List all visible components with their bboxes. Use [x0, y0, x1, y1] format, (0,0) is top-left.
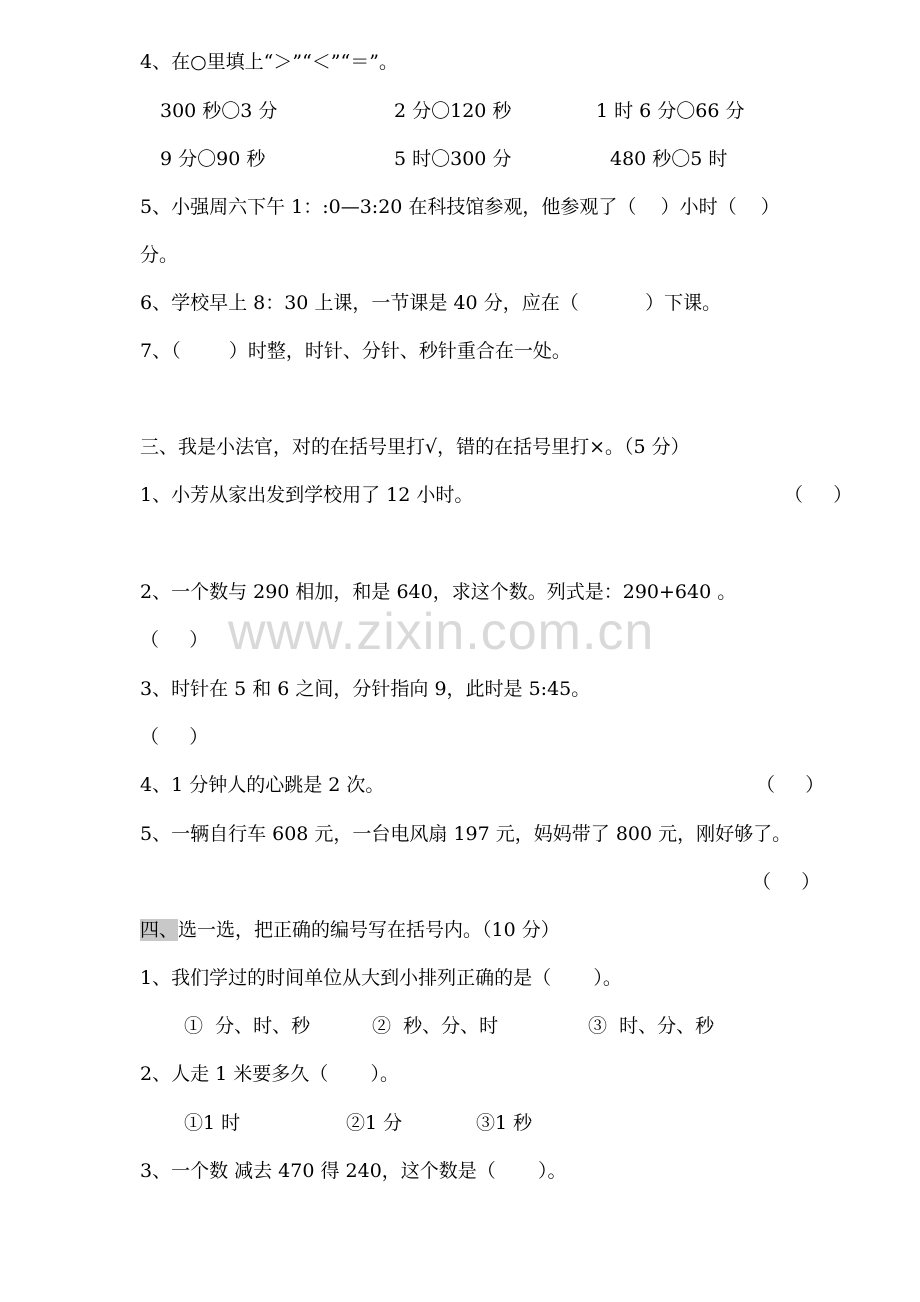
section-3-heading: 三、我是小法官，对的在括号里打√，错的在括号里打×。（5 分）	[140, 436, 690, 458]
question-3-4: 4、1 分钟人的心跳是 2 次。	[140, 774, 385, 796]
question-2-5-line2: 分。	[140, 244, 179, 266]
question-3-5: 5、一辆自行车 608 元，一台电风扇 197 元，妈妈带了 800 元，刚好够了。	[140, 823, 792, 845]
option-4-2-b: ②1 分	[346, 1112, 403, 1134]
section-4-heading	[140, 918, 560, 942]
question-4-3: 3、一个数 减去 470 得 240，这个数是（ ）。	[140, 1160, 567, 1182]
question-3-3: 3、时针在 5 和 6 之间，分针指向 9，此时是 5:45。	[140, 678, 591, 700]
option-4-2-c: ③1 秒	[476, 1112, 533, 1134]
question-4-2: 2、人走 1 米要多久（ ）。	[140, 1063, 400, 1085]
question-2-4: 4、在○里填上“＞”“＜”“＝”。	[140, 51, 398, 73]
section-4-title: 选一选，把正确的编号写在括号内。（10 分）	[178, 919, 560, 941]
question-3-2: 2、一个数与 290 相加，和是 640，求这个数。列式是：290+640 。	[140, 581, 737, 603]
section-4-number: 四、	[140, 919, 179, 941]
option-4-1-b: ② 秒、分、时	[372, 1015, 499, 1037]
compare-item-6: 480 秒〇5 时	[610, 148, 728, 170]
question-2-5-line1: 5、小强周六下午 1：:0—3:20 在科技馆参观，他参观了（ ）小时（ ）	[140, 196, 780, 218]
question-2-6: 6、学校早上 8：30 上课，一节课是 40 分，应在（ ）下课。	[140, 292, 722, 314]
option-4-1-a: ① 分、时、秒	[184, 1015, 311, 1037]
compare-item-4: 9 分〇90 秒	[160, 148, 266, 170]
option-4-1-c: ③ 时、分、秒	[588, 1015, 715, 1037]
compare-item-3: 1 时 6 分〇66 分	[596, 100, 745, 122]
question-4-1: 1、我们学过的时间单位从大到小排列正确的是（ ）。	[140, 967, 622, 989]
answer-blank-3-4[interactable]: （ ）	[756, 774, 825, 796]
option-4-2-a: ①1 时	[184, 1112, 241, 1134]
answer-blank-3-2[interactable]: （ ）	[140, 629, 209, 651]
compare-item-2: 2 分〇120 秒	[394, 100, 512, 122]
question-3-1: 1、小芳从家出发到学校用了 12 小时。	[140, 484, 474, 506]
compare-item-5: 5 时〇300 分	[394, 148, 512, 170]
answer-blank-3-5[interactable]: （ ）	[752, 871, 821, 893]
compare-item-1: 300 秒〇3 分	[160, 100, 278, 122]
watermark-text: www.zixin.com.cn	[228, 603, 655, 661]
answer-blank-3-3[interactable]: （ ）	[140, 726, 209, 748]
question-2-7: 7、（ ）时整，时针、分针、秒针重合在一处。	[140, 340, 571, 362]
answer-blank-3-1[interactable]: （ ）	[784, 484, 853, 506]
